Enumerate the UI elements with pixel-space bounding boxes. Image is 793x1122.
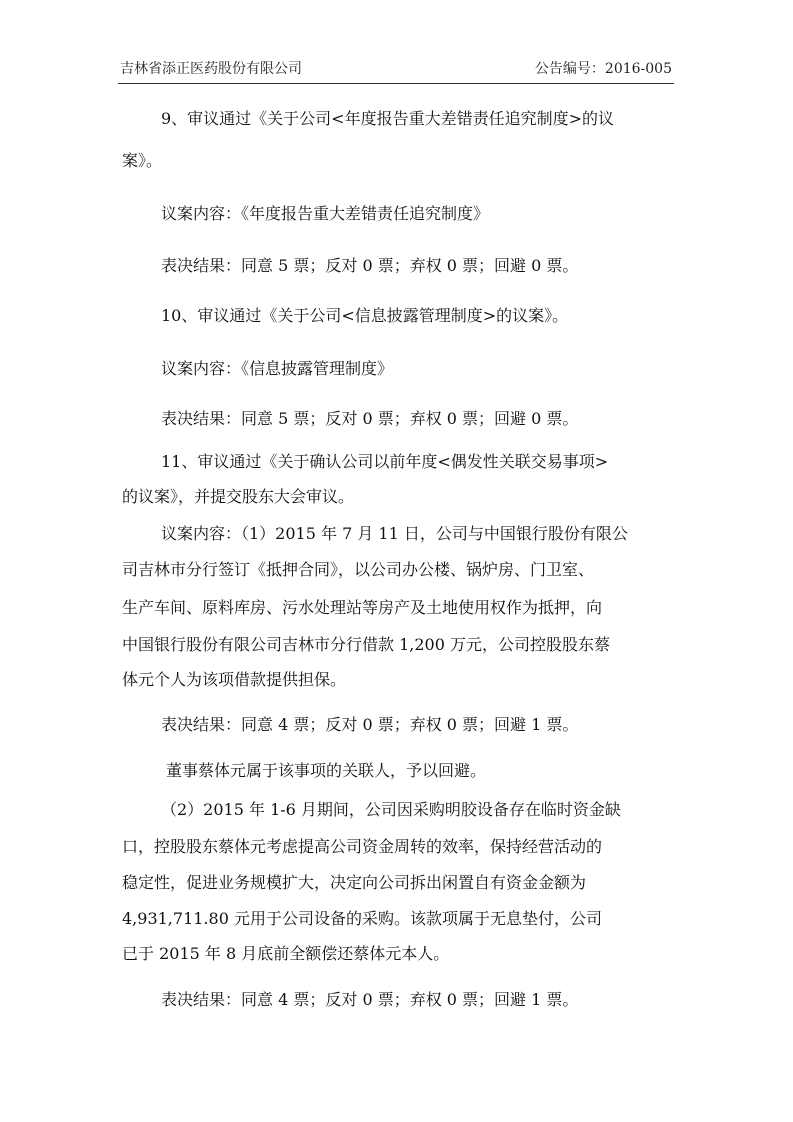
item-11-2-line: 已于 2015 年 8 月底前全额偿还蔡体元本人。 bbox=[122, 944, 450, 963]
item-11-2-vote: 表决结果：同意 4 票；反对 0 票；弃权 0 票；回避 1 票。 bbox=[161, 990, 579, 1009]
header-notice-number: 公告编号：2016-005 bbox=[534, 61, 672, 77]
item-11-content-line: 体元个人为该项借款提供担保。 bbox=[122, 670, 347, 689]
item-11-title: 11、审议通过《关于确认公司以前年度<偶发性关联交易事项> bbox=[161, 452, 609, 471]
item-10-content: 议案内容：《信息披露管理制度》 bbox=[161, 359, 394, 378]
item-11-content-line: 生产车间、原料库房、污水处理站等房产及土地使用权作为抵押，向 bbox=[122, 598, 603, 617]
item-11-2-line: （2）2015 年 1-6 月期间，公司因采购明胶设备存在临时资金缺 bbox=[161, 800, 621, 819]
item-9-vote: 表决结果：同意 5 票；反对 0 票；弃权 0 票；回避 0 票。 bbox=[161, 256, 579, 275]
item-11-content-line: 中国银行股份有限公司吉林市分行借款 1,200 万元，公司控股股东蔡 bbox=[122, 635, 610, 654]
item-11-title-cont: 的议案》，并提交股东大会审议。 bbox=[122, 487, 355, 506]
item-11-content-line: 司吉林市分行签订《抵押合同》，以公司办公楼、锅炉房、门卫室、 bbox=[122, 560, 595, 579]
item-10-title: 10、审议通过《关于公司<信息披露管理制度>的议案》。 bbox=[161, 306, 569, 325]
item-9-title: 9、审议通过《关于公司<年度报告重大差错责任追究制度>的议 bbox=[161, 109, 614, 128]
item-11-2-line: 稳定性，促进业务规模扩大，决定向公司拆出闲置自有资金金额为 bbox=[122, 873, 587, 892]
item-11-1-recusal: 董事蔡体元属于该事项的关联人，予以回避。 bbox=[166, 761, 487, 780]
item-11-2-line: 4,931,711.80 元用于公司设备的采购。该款项属于无息垫付，公司 bbox=[122, 909, 602, 928]
item-11-content-line: 议案内容：（1）2015 年 7 月 11 日，公司与中国银行股份有限公 bbox=[161, 524, 628, 543]
header-company-name: 吉林省添正医药股份有限公司 bbox=[120, 61, 302, 77]
item-11-2-line: 口，控股股东蔡体元考虑提高公司资金周转的效率，保持经营活动的 bbox=[122, 837, 603, 856]
item-9-content: 议案内容：《年度报告重大差错责任追究制度》 bbox=[161, 204, 490, 223]
item-11-1-vote: 表决结果：同意 4 票；反对 0 票；弃权 0 票；回避 1 票。 bbox=[161, 715, 579, 734]
item-9-title-cont: 案》。 bbox=[122, 151, 163, 170]
item-10-vote: 表决结果：同意 5 票；反对 0 票；弃权 0 票；回避 0 票。 bbox=[161, 409, 579, 428]
